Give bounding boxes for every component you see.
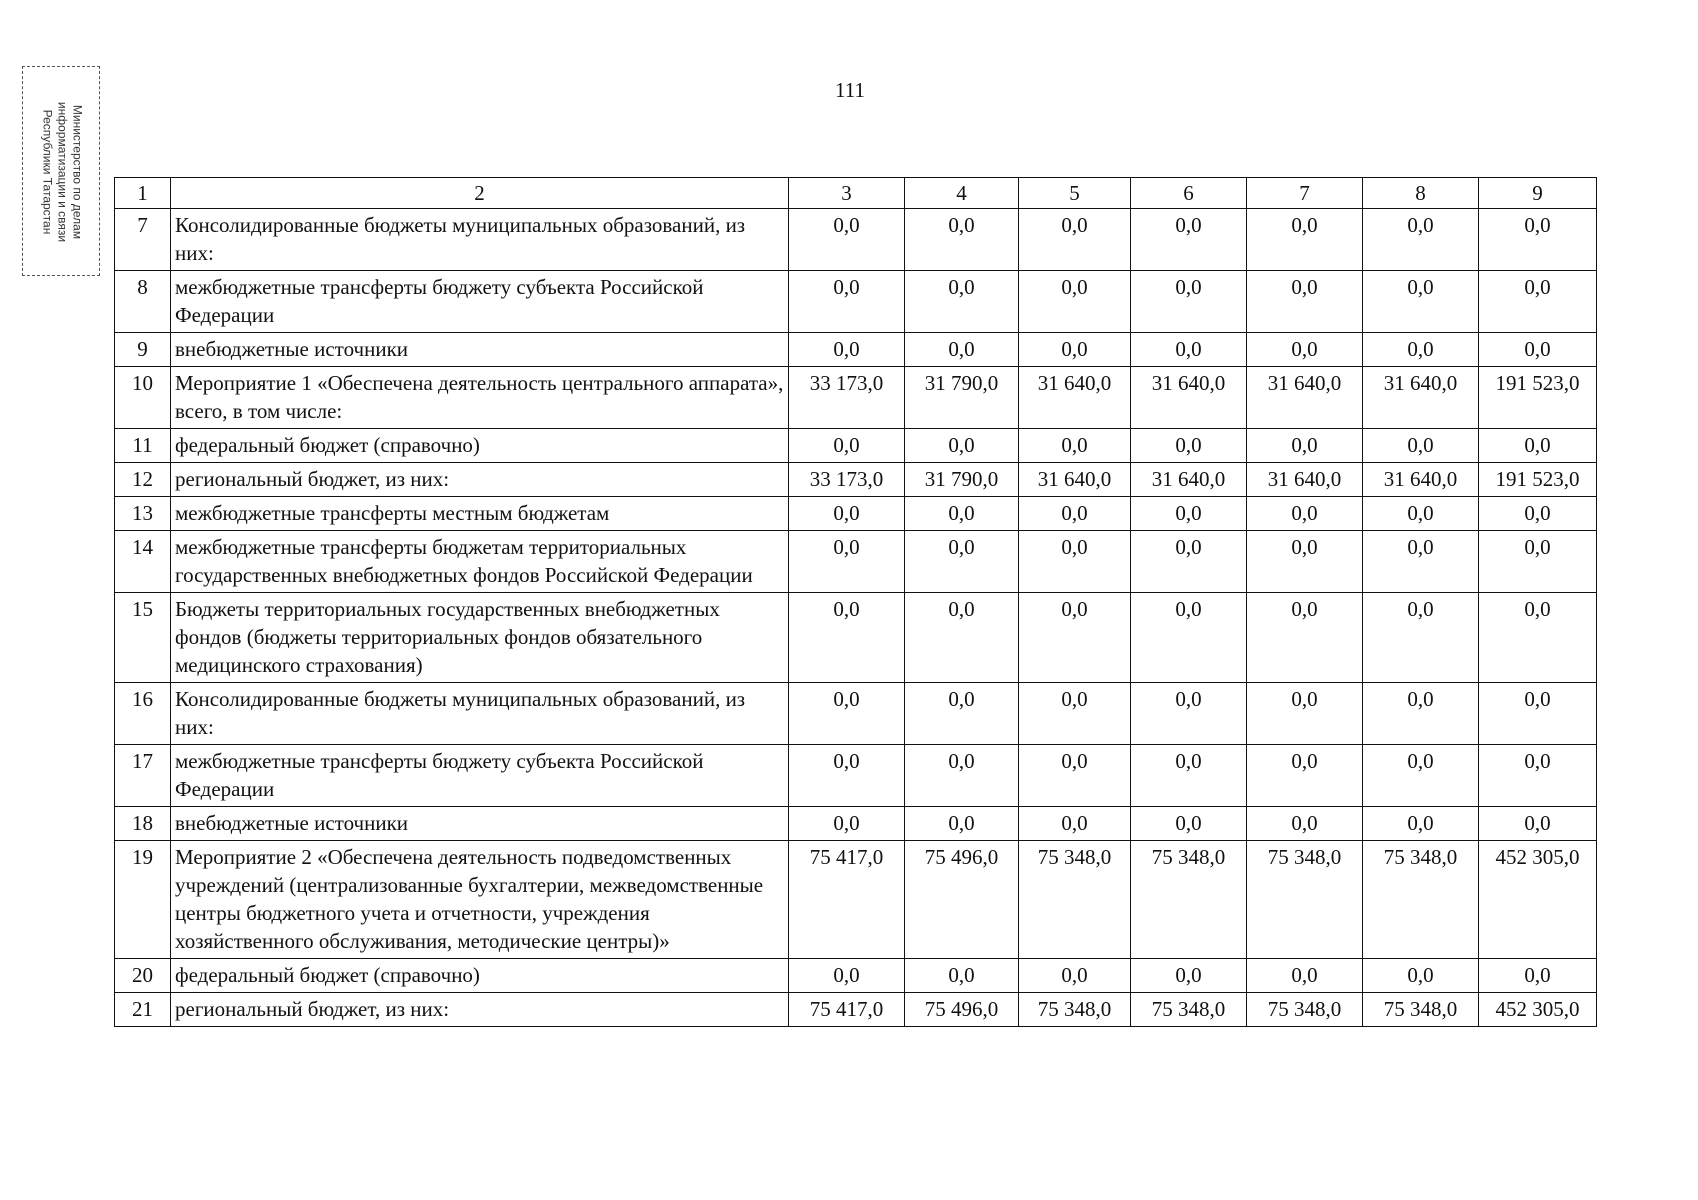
row-value: 0,0 [1363,593,1479,683]
row-value: 0,0 [1131,959,1247,993]
row-value: 0,0 [1019,593,1131,683]
row-value: 0,0 [905,333,1019,367]
table-row [115,807,1597,841]
row-value: 0,0 [1019,959,1131,993]
row-value: 0,0 [1131,807,1247,841]
row-value: 0,0 [789,807,905,841]
row-name: межбюджетные трансферты бюджету субъекта Российской Федерации [171,271,789,333]
row-value: 0,0 [1131,683,1247,745]
row-value: 0,0 [905,271,1019,333]
row-value: 75 348,0 [1131,993,1247,1027]
row-value: 0,0 [905,593,1019,683]
row-value: 0,0 [1363,745,1479,807]
column-header: 4 [905,178,1019,209]
column-header: 2 [171,178,789,209]
row-number: 21 [115,993,171,1027]
stamp-line: информатизации и связи [55,101,70,243]
row-value: 75 348,0 [1247,993,1363,1027]
row-value: 0,0 [789,683,905,745]
row-number: 19 [115,841,171,959]
row-number: 16 [115,683,171,745]
row-value: 0,0 [1131,333,1247,367]
row-value: 0,0 [1131,209,1247,271]
row-name: Мероприятие 2 «Обеспечена деятельность подведомственных учреждений (централизованные бухгалтерии, межведомственные центры бюджетного учета и отчетности, учреждения хозяйственного обслуживания, методические центры)» [171,841,789,959]
row-value: 0,0 [1363,333,1479,367]
row-value: 0,0 [905,209,1019,271]
row-value: 0,0 [1019,745,1131,807]
row-value: 0,0 [1363,271,1479,333]
row-value: 75 348,0 [1363,841,1479,959]
table-row [115,367,1597,429]
row-value: 0,0 [1479,959,1597,993]
row-value: 75 417,0 [789,993,905,1027]
row-value: 0,0 [1019,209,1131,271]
row-value: 0,0 [1363,683,1479,745]
row-value: 33 173,0 [789,367,905,429]
row-value: 0,0 [1479,497,1597,531]
row-name: региональный бюджет, из них: [171,463,789,497]
row-value: 75 496,0 [905,841,1019,959]
row-number: 14 [115,531,171,593]
row-value: 0,0 [789,209,905,271]
row-value: 75 496,0 [905,993,1019,1027]
row-value: 0,0 [1019,531,1131,593]
row-value: 75 348,0 [1363,993,1479,1027]
row-value: 0,0 [905,497,1019,531]
row-name: межбюджетные трансферты бюджетам территориальных государственных внебюджетных фондов Российской Федерации [171,531,789,593]
row-number: 10 [115,367,171,429]
table-row [115,333,1597,367]
row-value: 0,0 [1247,745,1363,807]
row-value: 0,0 [1019,497,1131,531]
table-header-row [115,178,1597,209]
row-number: 12 [115,463,171,497]
row-value: 75 348,0 [1019,993,1131,1027]
column-header: 3 [789,178,905,209]
row-value: 75 348,0 [1019,841,1131,959]
row-value: 0,0 [789,593,905,683]
row-value: 0,0 [1479,333,1597,367]
row-value: 33 173,0 [789,463,905,497]
row-value: 0,0 [1479,745,1597,807]
row-value: 0,0 [1363,807,1479,841]
stamp-line: Министерство по делам [70,104,85,240]
row-value: 75 348,0 [1131,841,1247,959]
table-row [115,497,1597,531]
column-header: 7 [1247,178,1363,209]
stamp-text [40,69,85,275]
row-value: 0,0 [1479,209,1597,271]
row-number: 9 [115,333,171,367]
row-name: региональный бюджет, из них: [171,993,789,1027]
row-value: 0,0 [1479,271,1597,333]
stamp-line: Республики Татарстан [40,109,55,235]
row-value: 191 523,0 [1479,367,1597,429]
row-value: 0,0 [1247,209,1363,271]
row-name: федеральный бюджет (справочно) [171,429,789,463]
row-value: 75 417,0 [789,841,905,959]
registration-stamp [22,66,100,276]
row-value: 31 640,0 [1247,463,1363,497]
row-value: 0,0 [1363,531,1479,593]
row-value: 0,0 [1247,333,1363,367]
row-value: 0,0 [1131,745,1247,807]
row-number: 7 [115,209,171,271]
row-value: 0,0 [905,429,1019,463]
row-name: межбюджетные трансферты бюджету субъекта Российской Федерации [171,745,789,807]
table-body [115,178,1597,1027]
row-value: 0,0 [1363,429,1479,463]
row-value: 0,0 [1479,683,1597,745]
row-name: Бюджеты территориальных государственных внебюджетных фондов (бюджеты территориальных фондов обязательного медицинского страхования) [171,593,789,683]
row-value: 31 640,0 [1019,367,1131,429]
column-header: 5 [1019,178,1131,209]
row-value: 0,0 [789,497,905,531]
row-name: Консолидированные бюджеты муниципальных образований, из них: [171,209,789,271]
row-value: 0,0 [1247,497,1363,531]
row-value: 0,0 [1247,683,1363,745]
row-value: 191 523,0 [1479,463,1597,497]
table-row [115,209,1597,271]
row-value: 0,0 [1363,497,1479,531]
table-row [115,745,1597,807]
budget-table [114,177,1597,1027]
row-value: 31 640,0 [1131,463,1247,497]
row-value: 0,0 [1479,807,1597,841]
table-row [115,841,1597,959]
row-value: 0,0 [1479,531,1597,593]
row-value: 31 640,0 [1131,367,1247,429]
row-value: 31 640,0 [1247,367,1363,429]
row-value: 75 348,0 [1247,841,1363,959]
column-header: 9 [1479,178,1597,209]
row-value: 31 790,0 [905,463,1019,497]
table-row [115,993,1597,1027]
row-value: 0,0 [1363,959,1479,993]
row-value: 0,0 [1019,333,1131,367]
row-number: 18 [115,807,171,841]
row-value: 0,0 [1247,271,1363,333]
row-value: 452 305,0 [1479,993,1597,1027]
row-value: 0,0 [1479,593,1597,683]
row-value: 0,0 [1131,271,1247,333]
row-value: 0,0 [1131,531,1247,593]
table-row [115,463,1597,497]
row-number: 13 [115,497,171,531]
table-row [115,531,1597,593]
table-row [115,271,1597,333]
row-name: Мероприятие 1 «Обеспечена деятельность центрального аппарата», всего, в том числе: [171,367,789,429]
row-value: 0,0 [1247,531,1363,593]
row-value: 0,0 [1247,593,1363,683]
row-value: 0,0 [1019,271,1131,333]
row-value: 0,0 [905,807,1019,841]
row-value: 31 640,0 [1363,367,1479,429]
table-row [115,683,1597,745]
row-name: внебюджетные источники [171,807,789,841]
row-value: 31 640,0 [1363,463,1479,497]
row-number: 8 [115,271,171,333]
row-value: 0,0 [1363,209,1479,271]
row-value: 0,0 [1247,959,1363,993]
row-name: федеральный бюджет (справочно) [171,959,789,993]
row-name: Консолидированные бюджеты муниципальных образований, из них: [171,683,789,745]
column-header: 8 [1363,178,1479,209]
row-value: 0,0 [789,531,905,593]
row-value: 0,0 [789,745,905,807]
table-row [115,429,1597,463]
row-value: 0,0 [789,271,905,333]
row-value: 0,0 [1247,429,1363,463]
row-value: 0,0 [1479,429,1597,463]
row-name: внебюджетные источники [171,333,789,367]
table-row [115,959,1597,993]
row-value: 31 790,0 [905,367,1019,429]
row-value: 0,0 [789,959,905,993]
row-value: 0,0 [1019,807,1131,841]
row-value: 0,0 [1131,593,1247,683]
row-number: 20 [115,959,171,993]
row-value: 0,0 [905,745,1019,807]
row-number: 17 [115,745,171,807]
page-number: 111 [835,78,865,102]
row-value: 0,0 [1019,683,1131,745]
row-value: 0,0 [789,333,905,367]
table-row [115,593,1597,683]
row-value: 0,0 [905,959,1019,993]
column-header: 6 [1131,178,1247,209]
column-header: 1 [115,178,171,209]
row-value: 0,0 [905,683,1019,745]
row-value: 0,0 [1131,429,1247,463]
row-number: 15 [115,593,171,683]
row-value: 0,0 [789,429,905,463]
row-value: 0,0 [1019,429,1131,463]
row-value: 0,0 [1131,497,1247,531]
row-value: 0,0 [1247,807,1363,841]
row-number: 11 [115,429,171,463]
row-name: межбюджетные трансферты местным бюджетам [171,497,789,531]
row-value: 452 305,0 [1479,841,1597,959]
row-value: 31 640,0 [1019,463,1131,497]
row-value: 0,0 [905,531,1019,593]
